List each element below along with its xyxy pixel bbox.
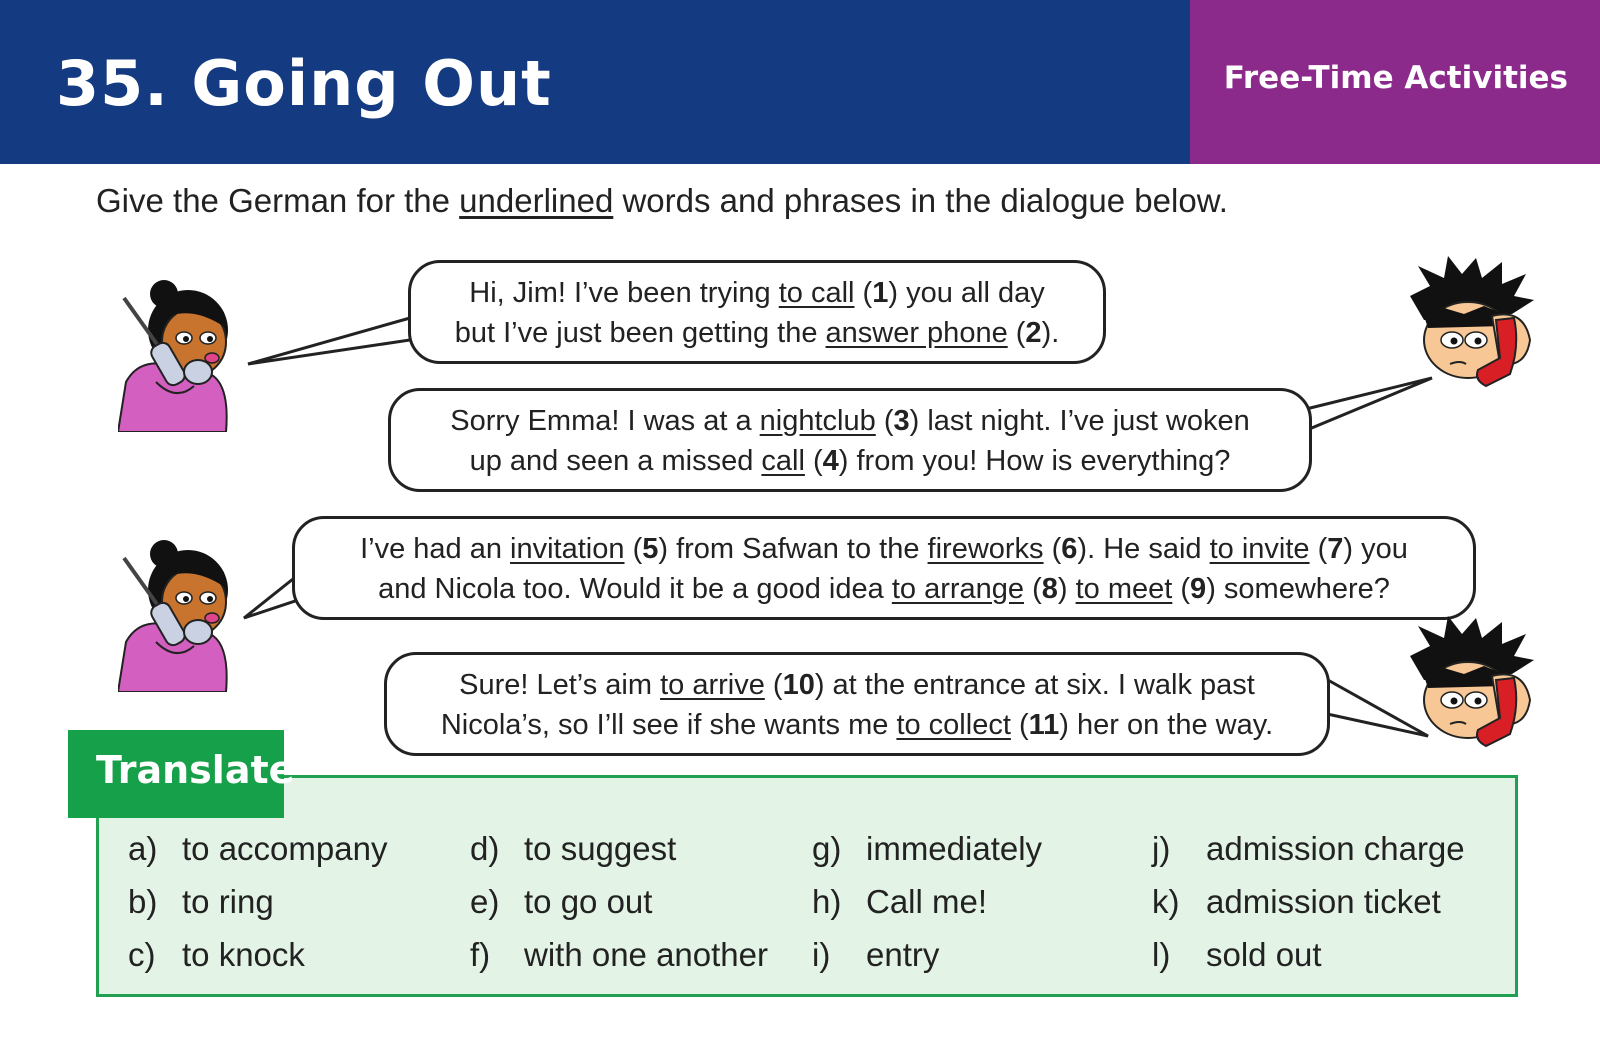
text: Sure! Let’s aim (459, 669, 661, 701)
item-number: 6 (1061, 533, 1078, 565)
vocab-letter: d) (470, 830, 500, 867)
vocab-letter: g) (812, 830, 842, 867)
underlined-phrase: to arrive (660, 669, 765, 701)
text: ( (1010, 709, 1029, 741)
instruction-part: Give the German for the (96, 182, 460, 219)
bubble-tail-3 (244, 575, 298, 618)
vocab-letter: h) (812, 883, 842, 920)
bubble-line (411, 313, 1103, 353)
vocab-word: to accompany (182, 830, 388, 867)
vocab-letter: l) (1152, 936, 1171, 973)
section-label: Free-Time Activities (1223, 60, 1568, 96)
bubble-tail-1 (248, 318, 410, 364)
boy-on-phone-illustration (1404, 256, 1544, 406)
item-number: 4 (822, 445, 839, 477)
text: ) from you! How is everything? (838, 445, 1231, 477)
vocab-letter: e) (470, 883, 500, 920)
vocab-letter: f) (470, 936, 491, 973)
text: I’ve had an (360, 533, 511, 565)
text: ). He said (1077, 533, 1210, 565)
text: ) last night. I’ve just woken (909, 405, 1250, 437)
item-number: 10 (782, 669, 815, 701)
underlined-phrase: to call (778, 277, 855, 309)
text: ) you all day (888, 277, 1045, 309)
vocab-word: to knock (182, 936, 305, 973)
text: ) you (1343, 533, 1408, 565)
text: ) somewhere? (1206, 573, 1390, 605)
text: ( (624, 533, 643, 565)
text: ( (804, 445, 823, 477)
underlined-phrase: to collect (896, 709, 1011, 741)
bubble-line (411, 273, 1103, 313)
vocab-word: admission ticket (1206, 883, 1441, 920)
text: ) from Safwan to the (658, 533, 928, 565)
vocab-letter: i) (812, 936, 831, 973)
underlined-phrase: to arrange (891, 573, 1025, 605)
text: ( (1309, 533, 1328, 565)
underlined-phrase: answer phone (825, 317, 1008, 349)
speech-bubble-emma-2 (292, 516, 1476, 620)
bubble-line (295, 569, 1473, 609)
vocab-word: to suggest (524, 830, 677, 867)
vocab-letter: c) (128, 936, 156, 973)
item-number: 1 (872, 277, 889, 309)
item-number: 7 (1327, 533, 1344, 565)
text: ( (1007, 317, 1026, 349)
boy-on-phone-illustration (1404, 616, 1544, 766)
vocab-word: immediately (866, 830, 1043, 867)
bubble-line (391, 401, 1309, 441)
vocab-word: sold out (1206, 936, 1322, 973)
bubble-line (295, 529, 1473, 569)
speech-bubble-emma-1 (408, 260, 1106, 364)
translate-label: Translate (96, 748, 295, 792)
underlined-phrase: to meet (1075, 573, 1173, 605)
item-number: 8 (1041, 573, 1058, 605)
text: Nicola’s, so I’ll see if she wants me (440, 709, 897, 741)
text: ( (875, 405, 894, 437)
text: up and seen a missed (469, 445, 762, 477)
text: Sorry Emma! I was at a (450, 405, 760, 437)
text: ) (1057, 573, 1076, 605)
text: ( (1172, 573, 1191, 605)
text: ( (1043, 533, 1062, 565)
instruction-underlined: underlined (459, 182, 614, 219)
vocab-letter: k) (1152, 883, 1180, 920)
vocab-word: Call me! (866, 883, 988, 920)
instruction-part: words and phrases in the dialogue below. (613, 182, 1228, 219)
text: ) her on the way. (1059, 709, 1274, 741)
vocab-word: to ring (182, 883, 274, 920)
vocab-letter: b) (128, 883, 158, 920)
text: ) at the entrance at six. I walk past (814, 669, 1255, 701)
bubble-line (391, 441, 1309, 481)
vocab-word: to go out (524, 883, 653, 920)
bubble-line (387, 705, 1327, 745)
page-title: 35. Going Out (56, 47, 552, 120)
text: ( (1024, 573, 1042, 605)
text: but I’ve just been getting the (454, 317, 826, 349)
vocab-letter: j) (1152, 830, 1171, 867)
text: Hi, Jim! I’ve been trying (469, 277, 779, 309)
text: ( (764, 669, 783, 701)
text: and Nicola too. Would it be a good idea (378, 573, 892, 605)
underlined-phrase: to invite (1209, 533, 1310, 565)
speech-bubble-jim-2 (384, 652, 1330, 756)
underlined-phrase: fireworks (927, 533, 1044, 565)
item-number: 5 (642, 533, 659, 565)
item-number: 2 (1025, 317, 1042, 349)
bubble-line (387, 665, 1327, 705)
underlined-phrase: nightclub (759, 405, 876, 437)
vocab-word: admission charge (1206, 830, 1465, 867)
translate-tab (68, 730, 295, 818)
vocab-word: with one another (524, 936, 769, 973)
item-number: 3 (893, 405, 910, 437)
underlined-phrase: invitation (510, 533, 625, 565)
underlined-phrase: call (761, 445, 805, 477)
vocab-word: entry (866, 936, 940, 973)
item-number: 9 (1190, 573, 1207, 605)
text: ( (854, 277, 873, 309)
speech-bubble-jim-1 (388, 388, 1312, 492)
girl-on-phone-illustration (118, 532, 248, 692)
text: ). (1041, 317, 1060, 349)
item-number: 11 (1028, 709, 1060, 741)
girl-on-phone-illustration (118, 272, 248, 432)
vocab-letter: a) (128, 830, 158, 867)
